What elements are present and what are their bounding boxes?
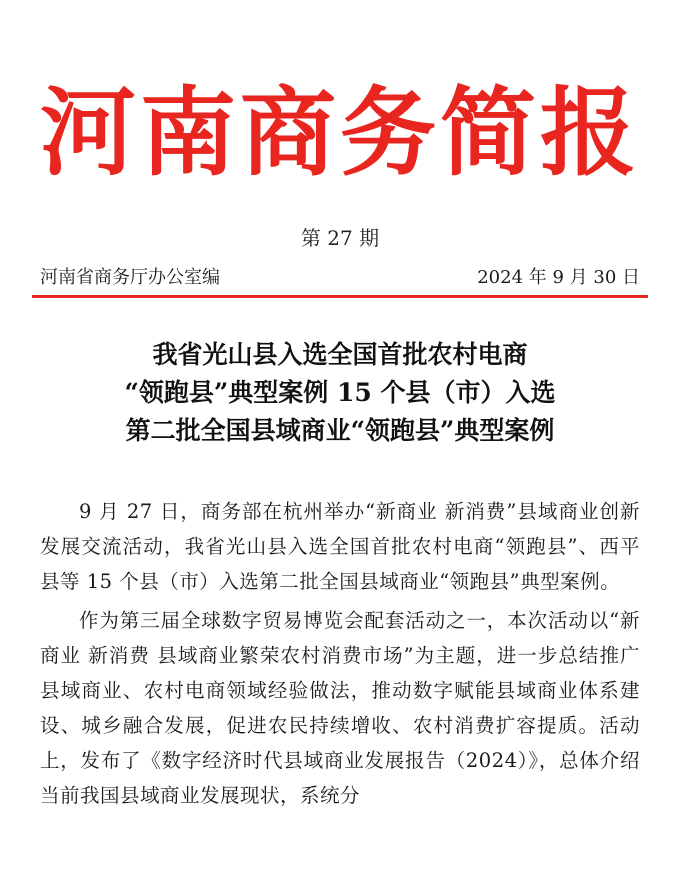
headline-line-2: “领跑县”典型案例 15 个县（市）入选 — [124, 378, 556, 407]
issue-number: 第 27 期 — [300, 226, 380, 250]
headline-line-3: 第二批全国县域商业“领跑县”典型案例 — [125, 416, 555, 445]
headline-line-1: 我省光山县入选全国首批农村电商 — [152, 340, 528, 369]
red-divider — [32, 295, 648, 298]
paragraph-2: 作为第三届全球数字贸易博览会配套活动之一，本次活动以“新商业 新消费 县域商业繁荣农村消费市场”为主题，进一步总结推广县域商业、农村电商领域经验做法，推动数字赋能县域商业体系建设、城乡融合发展，促进农民持续增收、农村消费扩容提质。活动上，发布了《数字经济时代县域商业发展报告（2024）》，总体介绍当前我国县域商业发展现状，系统分 — [40, 609, 640, 807]
article-headline — [0, 336, 680, 450]
meta-row — [40, 266, 640, 290]
publisher-label: 河南省商务厅办公室编 — [40, 267, 220, 288]
paragraph-1: 9 月 27 日，商务部在杭州举办“新商业 新消费”县域商业创新发展交流活动，我省光山县入选全国首批农村电商“领跑县”、西平县等 15 个县（市）入选第二批全国县域商业“领跑县”典型案例。 — [40, 500, 640, 593]
masthead-title: 河南商务简报 — [40, 76, 640, 189]
publish-date: 2024 年 9 月 30 日 — [477, 267, 640, 288]
article-body — [40, 494, 640, 817]
